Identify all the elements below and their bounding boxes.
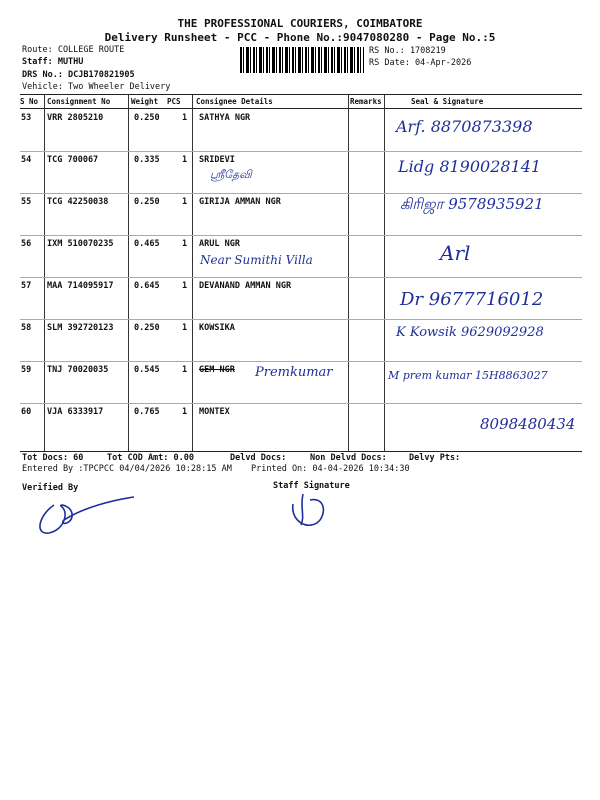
cell-consignee: GEM NGR <box>199 365 235 375</box>
cell-consignee: KOWSIKA <box>199 323 235 333</box>
cell-sno: 59 <box>21 365 32 375</box>
cell-consignment: SLM 392720123 <box>47 323 114 333</box>
cell-weight: 0.250 <box>134 113 160 123</box>
runsheet-table <box>20 94 582 452</box>
table-row <box>20 361 582 404</box>
cell-consignment: TNJ 70020035 <box>47 365 109 375</box>
company-title: THE PROFESSIONAL COURIERS, COIMBATORE <box>177 17 423 30</box>
cell-weight: 0.335 <box>134 155 160 165</box>
table-row <box>20 319 582 362</box>
cell-consignment: TCG 700067 <box>47 155 99 165</box>
staff-signature-label: Staff Signature <box>273 481 350 491</box>
cell-consignee: MONTEX <box>199 407 230 417</box>
cell-pcs: 1 <box>182 281 188 291</box>
cell-consignment: VJA 6333917 <box>47 407 104 417</box>
table-row <box>20 235 582 278</box>
runsheet-subtitle: Delivery Runsheet - PCC - Phone No.:9047080280 - Page No.:5 <box>104 31 496 44</box>
signature-handwriting: Arf. 8870873398 <box>396 117 533 136</box>
header-weight: Weight <box>131 97 159 106</box>
signature-handwriting: கிரிஜா 9578935921 <box>400 195 544 213</box>
cell-pcs: 1 <box>182 407 188 417</box>
cell-consignee: GIRIJA AMMAN NGR <box>199 197 281 207</box>
printed-on: Printed On: 04-04-2026 10:34:30 <box>251 464 410 474</box>
cell-weight: 0.250 <box>134 323 160 333</box>
table-row <box>20 277 582 320</box>
table-header <box>20 95 582 109</box>
cell-weight: 0.765 <box>134 407 160 417</box>
cell-sno: 57 <box>21 281 32 291</box>
consignee-handwritten-note: ஸ்ரீதேவி <box>210 168 252 181</box>
header-consignment: Consignment No <box>47 97 111 106</box>
cell-sno: 56 <box>21 239 32 249</box>
delivered-docs: Delvd Docs: <box>230 453 287 463</box>
cell-pcs: 1 <box>182 155 188 165</box>
header-consignee: Consignee Details <box>196 97 273 106</box>
cell-pcs: 1 <box>182 239 188 249</box>
drs-label: DRS No.: DCJB170821905 <box>22 70 135 80</box>
cell-consignment: VRR 2805210 <box>47 113 104 123</box>
header-remarks: Remarks <box>350 97 382 106</box>
cell-pcs: 1 <box>182 365 188 375</box>
cell-consignment: TCG 42250038 <box>47 197 109 207</box>
cell-sno: 60 <box>21 407 32 417</box>
delivery-points: Delvy Pts: <box>409 453 461 463</box>
cell-pcs: 1 <box>182 197 188 207</box>
cell-sno: 55 <box>21 197 32 207</box>
cell-weight: 0.645 <box>134 281 160 291</box>
signature-handwriting: Dr 9677716012 <box>400 289 544 310</box>
cell-weight: 0.465 <box>134 239 160 249</box>
cell-sno: 58 <box>21 323 32 333</box>
signature-handwriting: 8098480434 <box>480 415 576 433</box>
table-row <box>20 193 582 236</box>
cell-consignment: IXM 510070235 <box>47 239 114 249</box>
signature-handwriting: K Kowsik 9629092928 <box>396 325 544 340</box>
tot-cod-amount: Tot COD Amt: 0.00 <box>107 453 194 463</box>
table-row <box>20 403 582 445</box>
non-delivered-docs: Non Delvd Docs: <box>310 453 387 463</box>
signature-handwriting: M prem kumar 15H8863027 <box>388 369 548 382</box>
header-pcs: PCS <box>167 97 181 106</box>
signature-handwriting: Lidg 8190028141 <box>398 157 542 176</box>
cell-consignee: DEVANAND AMMAN NGR <box>199 281 292 291</box>
entered-by: Entered By :TPCPCC 04/04/2026 10:28:15 AM <box>22 464 232 474</box>
rs-number: RS No.: 1708219 <box>369 46 446 56</box>
staff-signature-mark <box>285 492 335 532</box>
route-label: Route: COLLEGE ROUTE <box>22 45 125 55</box>
header-sno: S No <box>20 97 39 106</box>
header-seal: Seal & Signature <box>411 97 484 106</box>
rs-date: RS Date: 04-Apr-2026 <box>369 58 472 68</box>
verified-signature-mark <box>34 495 144 540</box>
cell-consignment: MAA 714095917 <box>47 281 114 291</box>
verified-by-label: Verified By <box>22 483 79 493</box>
cell-consignee: SATHYA NGR <box>199 113 251 123</box>
vehicle-label: Vehicle: Two Wheeler Delivery <box>22 82 171 92</box>
consignee-handwritten-note: Near Sumithi Villa <box>200 253 313 267</box>
staff-label: Staff: MUTHU <box>22 57 84 67</box>
cell-weight: 0.250 <box>134 197 160 207</box>
table-row <box>20 109 582 152</box>
consignee-handwritten-note: Premkumar <box>255 365 333 380</box>
cell-consignee: SRIDEVI <box>199 155 235 165</box>
cell-consignee: ARUL NGR <box>199 239 240 249</box>
cell-pcs: 1 <box>182 113 188 123</box>
cell-sno: 54 <box>21 155 32 165</box>
tot-docs: Tot Docs: 60 <box>22 453 84 463</box>
cell-pcs: 1 <box>182 323 188 333</box>
cell-sno: 53 <box>21 113 32 123</box>
cell-weight: 0.545 <box>134 365 160 375</box>
table-row <box>20 151 582 194</box>
barcode <box>240 47 364 73</box>
signature-handwriting: Arl <box>440 241 471 265</box>
